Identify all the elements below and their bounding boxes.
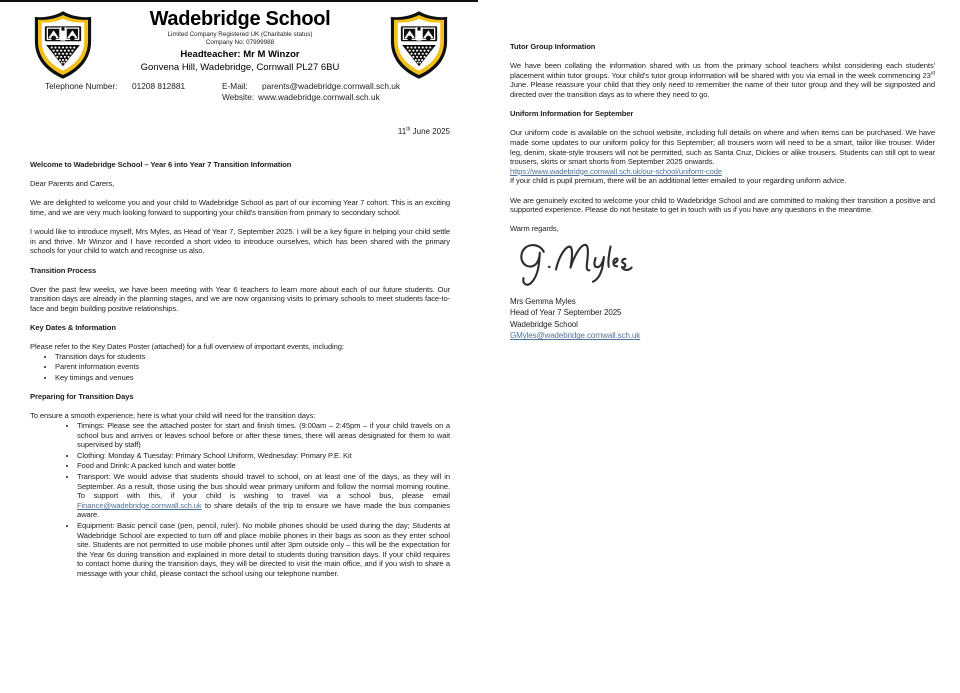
finance-email-link[interactable]: Finance@wadebridge.cornwall.sch.uk: [77, 500, 202, 510]
school-crest-left-icon: [28, 10, 98, 80]
preparing-list: [30, 421, 450, 579]
heading-uniform: Uniform Information for September: [510, 109, 634, 119]
letter-page-2: [480, 0, 960, 693]
signer-organisation: Wadebridge School: [510, 319, 578, 329]
list-item-clothing: • Clothing: Monday & Tuesday: Primary School Uniform, Wednesday: Primary P.E. Kit: [77, 451, 450, 461]
paragraph-closing: We are genuinely excited to welcome your child to Wadebridge School and are committed to making their transition a positive and supported experience. Please do not hesitate to get in touch with us if you have any questions in the meantime.: [510, 195, 935, 215]
uniform-code-link[interactable]: https://www.wadebridge.cornwall.sch.uk/our-school/uniform-code: [510, 166, 723, 176]
school-address: Gonvena Hill, Wadebridge, Cornwall PL27 6BU: [140, 62, 340, 73]
signer-email-link[interactable]: GMyles@wadebridge.cornwall.sch.uk: [510, 331, 641, 341]
preparing-intro: To ensure a smooth experience, here is what your child will need for the transition days:: [30, 411, 316, 421]
date-ordinal: th: [406, 126, 411, 133]
heading-tutor-group: Tutor Group Information: [510, 42, 596, 51]
heading-preparing: Preparing for Transition Days: [30, 392, 134, 402]
list-item-equipment: • Equipment: Basic pencil case (pen, pencil, ruler). No mobile phones should be used during the day; Students at Wadebridge School are expected to turn off and place mobile phones in their bags as soon as they enter school site. Students are not permitted to use mobile phones until after 3pm outside only – this will be the expectation for the Year 6s during transition and explained in more detail to students during transition days. If your child requires to contact home during the transition days, they will be directed to visit the main office, and if you wish to share a message with your child, please contact the school using our telephone number.: [77, 521, 450, 579]
paragraph-introduction: I would like to introduce myself, Mrs Myles, as Head of Year 7, September 2025. I will be a key figure in helping your child settle in and thrive. Mr Winzor and I have recorded a short video to introduce ourselves, which has been shared with the primary schools for your child to watch and recognise us also.: [30, 227, 450, 256]
list-item-timings: • Timings: Please see the attached poster for start and finish times. (9:00am – 2:45pm – if your child travels on a school bus and arrives or leaves school before or after these times, there will areas designated for them to wait supervised by staff): [77, 421, 450, 450]
salutation: Dear Parents and Carers,: [30, 179, 115, 189]
transport-text-post: to share details of the trip to ensure we have made the bus companies aware.: [77, 500, 450, 520]
list-item: • Parent information events: [55, 362, 450, 372]
list-item-transport: [77, 472, 450, 520]
date-month-year: June 2025: [410, 127, 450, 136]
letter-body-page1: [0, 136, 480, 579]
company-registration-line: Limited Company Registered UK (Charitable status): [167, 31, 313, 38]
letter-body-page2: [480, 0, 960, 342]
subject-line: Welcome to Wadebridge School – Year 6 into Year 7 Transition Information: [30, 160, 292, 169]
paragraph-tutor-group: [510, 61, 935, 99]
handwritten-signature: [512, 236, 644, 294]
key-dates-list: [30, 352, 450, 383]
heading-key-dates: Key Dates & Information: [30, 323, 116, 333]
date-day: 11: [397, 127, 407, 136]
signer-name: Mrs Gemma Myles: [510, 296, 576, 306]
paragraph-transition-process: Over the past few weeks, we have been meeting with Year 6 teachers to learn more about each of our future students. Our transition days are already in the planning stages, and we are now organising visits to primary schools to meet students face-to-face and begin building positive relationships.: [30, 284, 450, 313]
signer-role: Head of Year 7 September 2025: [510, 308, 622, 318]
headteacher-line: Headteacher: Mr M Winzor: [180, 49, 300, 60]
phone-number: 01208 812881: [132, 81, 186, 91]
paragraph-uniform: Our uniform code is available on the school website, including full details on where and when items can be purchased. We have made some updates to our uniform policy for this September; all trousers worn will need to be a smart, tailor like trouser. Wider leg, denim, skate-style trousers will not be permitted, such as Santa Cruz, Dickies or alike trousers. Students can still opt to wear trousers, skirts or smart shorts from September 2025 onwards.: [510, 128, 935, 167]
website-value: www.wadebridge.cornwall.sch.uk: [258, 92, 380, 102]
website-label: Website:: [222, 92, 255, 102]
uniform-link-line: [510, 167, 935, 177]
paragraph-welcome: We are delighted to welcome you and your child to Wadebridge School as part of our incoming Year 7 cohort. This is an exciting time, and we are very much looking forward to supporting your child's transition from primary to secondary school.: [30, 198, 450, 217]
contact-row: [0, 81, 480, 107]
paragraph-pupil-premium: If your child is pupil premium, there will be an additional letter emailed to your regarding uniform advice.: [510, 176, 847, 186]
signature-block: [510, 296, 935, 342]
email-value: parents@wadebridge.cornwall.sch.uk: [262, 81, 401, 91]
list-item-food: • Food and Drink: A packed lunch and water bottle: [77, 461, 450, 471]
list-item: • Key timings and venues: [55, 373, 450, 383]
heading-transition-process: Transition Process: [30, 265, 97, 275]
company-number-line: Company No: 07999988: [205, 39, 275, 46]
letterhead: [0, 0, 480, 107]
list-item: • Transition days for students: [55, 352, 450, 362]
letter-date: [0, 127, 480, 136]
school-name: Wadebridge School: [149, 8, 331, 30]
phone-label: Telephone Number:: [45, 81, 118, 91]
date-ordinal: rd: [930, 70, 935, 77]
tutor-text-post: June. Please reassure your child that they only need to remember the name of their tutor group and they will be signposted and directed over the transition days as to where they need to go.: [510, 80, 935, 99]
tutor-text-pre: We have been collating the information shared with us from the primary school teachers whilst considering each students' placement within tutor groups. Your child's tutor group information will be shared with you via email in the week commencing 23: [510, 61, 935, 80]
transport-text-pre: Transport: We would advise that students should travel to school, on at least one of the days, as they will in September. As a result, those using the bus should wear primary uniform and follow the normal morning routine. To support with this, if your child is wishing to travel via a school bus, please email: [77, 472, 450, 501]
school-crest-right-icon: [384, 10, 454, 80]
sign-off: Warm regards,: [510, 224, 559, 234]
key-dates-intro: Please refer to the Key Dates Poster (attached) for a full overview of important events, including:: [30, 342, 344, 352]
email-label: E-Mail:: [222, 81, 248, 91]
